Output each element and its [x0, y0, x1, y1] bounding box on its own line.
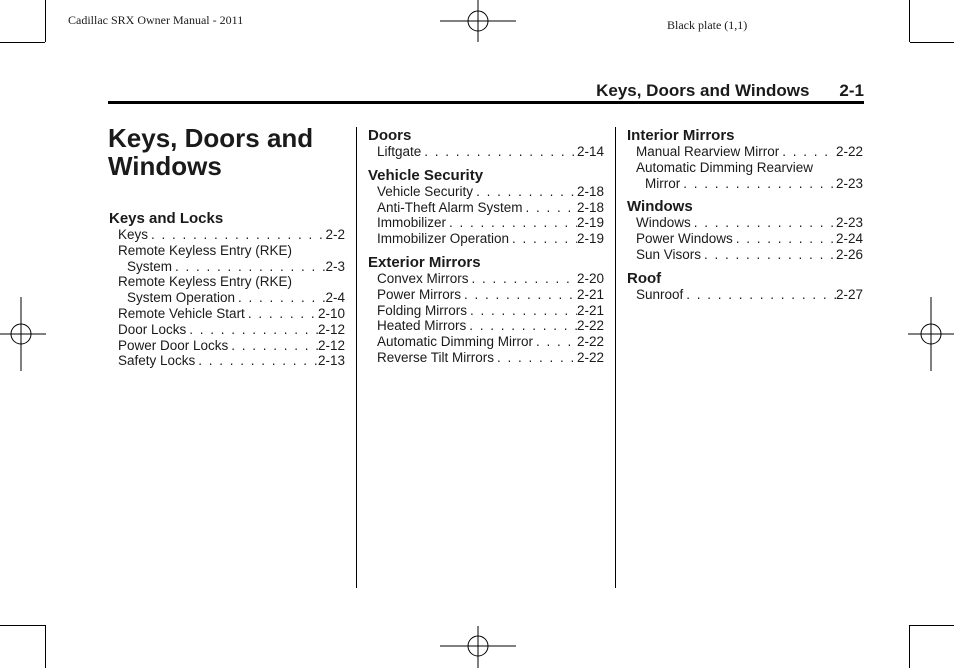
toc-entry[interactable]: Immobilizer Operation . . . 2-19	[377, 231, 604, 247]
section-title: Doors	[368, 127, 412, 144]
chapter-title: Keys, Doors and Windows	[108, 123, 314, 181]
toc-section-doors	[368, 127, 604, 160]
toc-column-1	[109, 210, 345, 369]
registration-mark-top	[440, 0, 516, 42]
toc-entry[interactable]: Keys . . . 2-2	[118, 227, 345, 243]
toc-entry[interactable]: Sunroof . . . 2-27	[636, 287, 863, 303]
crop-mark	[45, 625, 46, 668]
toc-entry[interactable]: Power Windows . . . 2-24	[636, 231, 863, 247]
toc-entry[interactable]: Safety Locks . . . 2-13	[118, 353, 345, 369]
toc-entry[interactable]: Automatic Dimming Rearview Mirror . . . 2-23	[636, 160, 863, 192]
toc-section-interior-mirrors	[627, 127, 863, 191]
toc-entry[interactable]: Power Mirrors . . . 2-21	[377, 287, 604, 303]
toc-entry[interactable]: Heated Mirrors . . . 2-22	[377, 318, 604, 334]
toc-entry[interactable]: Remote Keyless Entry (RKE) System Operation . . . 2-4	[118, 274, 345, 306]
toc-entry[interactable]: Automatic Dimming Mirror . . . 2-22	[377, 334, 604, 350]
toc-section-exterior-mirrors	[368, 254, 604, 366]
crop-mark	[0, 625, 45, 626]
toc-entry[interactable]: Remote Vehicle Start . . . 2-10	[118, 306, 345, 322]
section-title: Roof	[627, 269, 662, 287]
toc-section-windows	[627, 198, 863, 262]
toc-entry[interactable]: Remote Keyless Entry (RKE) System . . . 2-3	[118, 243, 345, 275]
crop-mark	[0, 42, 45, 43]
registration-mark-right	[908, 297, 954, 371]
toc-entry[interactable]: Sun Visors . . . 2-26	[636, 247, 863, 263]
toc-entry[interactable]: Liftgate . . . 2-14	[377, 144, 604, 160]
column-divider	[356, 127, 357, 588]
toc-entry[interactable]: Door Locks . . . 2-12	[118, 322, 345, 338]
section-title: Vehicle Security	[368, 166, 484, 184]
toc-entry[interactable]: Power Door Locks . . . 2-12	[118, 338, 345, 354]
crop-mark	[910, 625, 954, 626]
running-title: Keys, Doors and Windows	[596, 81, 810, 100]
running-header	[596, 81, 864, 101]
toc-entry[interactable]: Vehicle Security . . . 2-18	[377, 184, 604, 200]
toc-entry[interactable]: Folding Mirrors . . . 2-21	[377, 303, 604, 319]
page-number: 2-1	[839, 81, 864, 100]
toc-entry[interactable]: Windows . . . 2-23	[636, 215, 863, 231]
toc-column-2	[368, 127, 604, 366]
registration-mark-left	[0, 297, 46, 371]
section-title: Exterior Mirrors	[368, 253, 481, 271]
header-rule	[108, 101, 864, 104]
toc-entry[interactable]: Convex Mirrors . . . 2-20	[377, 271, 604, 287]
crop-mark	[909, 0, 910, 42]
toc-entry[interactable]: Anti-Theft Alarm System . . . 2-18	[377, 200, 604, 216]
toc-section-roof	[627, 270, 863, 303]
crop-mark	[910, 42, 954, 43]
crop-mark	[45, 0, 46, 42]
crop-mark	[909, 625, 910, 668]
toc-entry[interactable]: Reverse Tilt Mirrors . . . 2-22	[377, 350, 604, 366]
section-title: Keys and Locks	[109, 210, 224, 227]
section-title: Windows	[627, 198, 693, 216]
plate-label: Black plate (1,1)	[667, 18, 748, 32]
toc-column-3	[627, 127, 863, 303]
toc-section-vehicle-security	[368, 167, 604, 247]
document-title: Cadillac SRX Owner Manual - 2011	[68, 13, 244, 27]
section-title: Interior Mirrors	[627, 127, 735, 144]
registration-mark-bottom	[440, 626, 516, 668]
toc-entry[interactable]: Immobilizer . . . 2-19	[377, 215, 604, 231]
toc-section-keys-and-locks	[109, 210, 345, 369]
column-divider	[615, 127, 616, 588]
toc-entry[interactable]: Manual Rearview Mirror . . . 2-22	[636, 144, 863, 160]
